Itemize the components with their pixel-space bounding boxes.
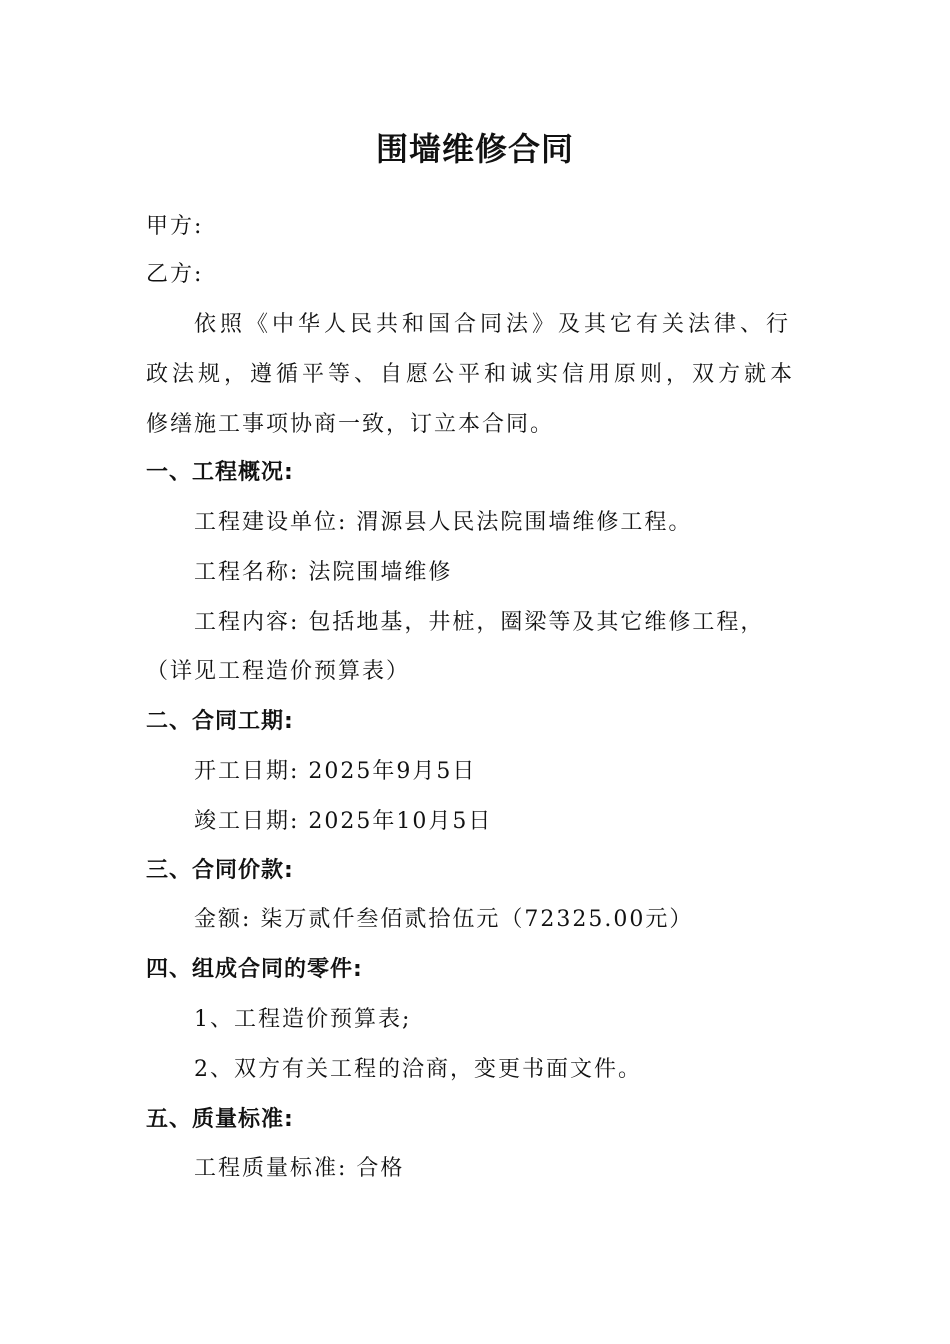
- page-title: 围墙维修合同: [375, 130, 574, 168]
- section-heading-period: 二、合同工期:: [146, 709, 294, 734]
- intro-line-3: 修缮施工事项协商一致，订立本合同。: [146, 412, 555, 437]
- section-heading-price: 三、合同价款:: [146, 858, 294, 883]
- start-date: 开工日期: 2025年9月5日: [194, 759, 477, 784]
- intro-line-1: 依照《中华人民共和国合同法》及其它有关法律、行: [194, 312, 793, 337]
- party-b-label: 乙方:: [146, 262, 204, 287]
- project-name: 工程名称: 法院围墙维修: [194, 560, 453, 585]
- component-item-2: 2、双方有关工程的洽商，变更书面文件。: [194, 1057, 642, 1082]
- section-heading-overview: 一、工程概况:: [146, 460, 294, 485]
- intro-line-2: 政法规，遵循平等、自愿公平和诚实信用原则，双方就本: [146, 362, 797, 387]
- contract-amount: 金额: 柒万贰仟叁佰贰拾伍元（72325.00元）: [194, 907, 694, 932]
- project-content-note: （详见工程造价预算表）: [146, 659, 411, 684]
- component-item-1: 1、工程造价预算表;: [194, 1007, 412, 1032]
- project-unit: 工程建设单位: 渭源县人民法院围墙维修工程。: [194, 510, 693, 535]
- section-heading-quality: 五、质量标准:: [146, 1107, 294, 1132]
- project-content: 工程内容: 包括地基，井桩，圈梁等及其它维修工程，: [194, 610, 765, 635]
- end-date: 竣工日期: 2025年10月5日: [194, 809, 493, 834]
- party-a-label: 甲方:: [146, 214, 204, 239]
- quality-standard: 工程质量标准: 合格: [194, 1156, 405, 1181]
- section-heading-components: 四、组成合同的零件:: [146, 957, 363, 982]
